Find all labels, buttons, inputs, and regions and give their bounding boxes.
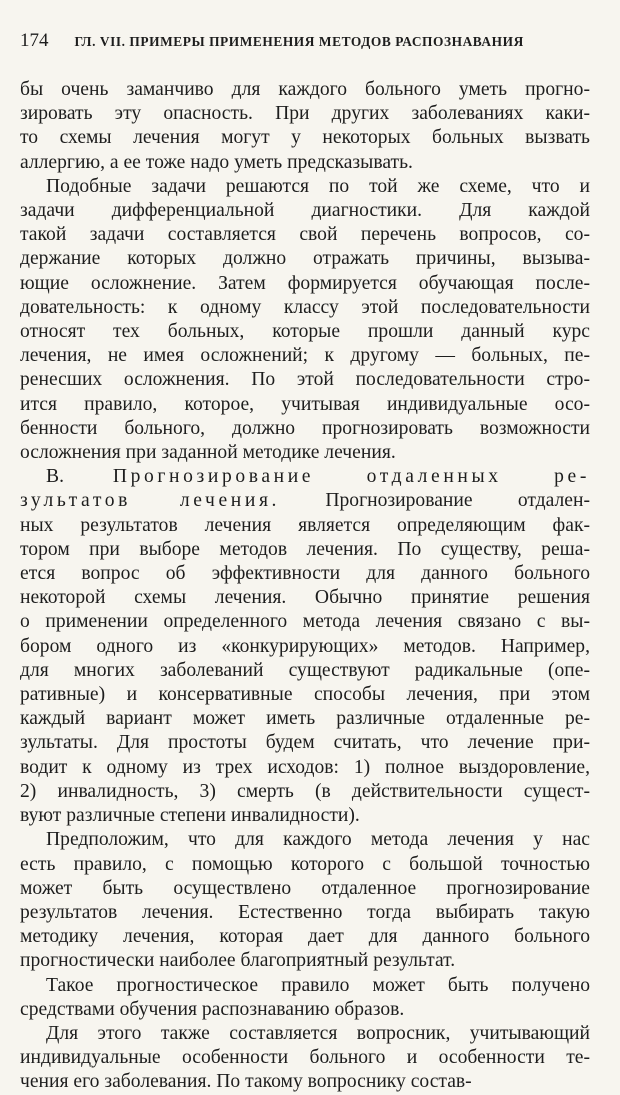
text-line: осложнения при заданной методике лечения. [20,442,396,464]
text-line: ится правило, которое, учитывая индивидуальные осо- [20,393,590,415]
paragraph [20,175,590,465]
text-line: В. Прогнозирование отдаленных ре- [46,466,590,488]
text-line: аллергию, а ее тоже надо уметь предсказывать. [20,151,413,173]
text-line: для многих заболеваний существуют радикальные (опе- [20,659,590,681]
text-line: 2) инвалидность, 3) смерть (в действительности сущест- [20,780,590,802]
text-line: Для этого также составляется вопросник, учитывающий [46,1022,590,1044]
text-line: ративные) и консервативные способы лечения, при этом [20,684,590,706]
text-line: прогностически наиболее благоприятный результат. [20,950,456,972]
text-line: довательность: к одному классу этой последовательности [20,296,590,318]
text-line: зировать эту опасность. При других заболеваниях каки- [20,103,590,125]
page-number: 174 [20,30,49,51]
text-line: тором при выборе методов лечения. По существу, реша- [20,538,590,560]
paragraph [20,78,590,175]
page-header [20,30,590,52]
text-line: ных результатов лечения является определяющим фак- [20,514,590,536]
text-line: Подобные задачи решаются по той же схеме, что и [46,175,590,197]
paragraph [20,974,590,1022]
text-line: бы очень заманчиво для каждого больного уметь прогно- [20,79,590,100]
text-line: чения его заболевания. По такому вопроснику состав- [20,1071,472,1093]
text-line: ющие осложнение. Затем формируется обучающая после- [20,272,590,294]
paragraph [20,828,590,973]
body-text [20,78,590,1095]
text-line: вуют различные степени инвалидности). [20,805,360,827]
text-line: такой задачи составляется свой перечень вопросов, со- [20,224,590,246]
text-line: зультаты. Для простоты будем считать, что лечение при- [20,732,590,754]
text-line: есть правило, с помощью которого с большой точностью [20,853,590,875]
text-line: бором одного из «конкурирующих» методов. Например, [20,635,590,657]
paragraph [20,465,590,828]
text-line: средствами обучения распознаванию образов. [20,998,405,1020]
text-line: водит к одному из трех исходов: 1) полное выздоровление, [20,756,590,778]
text-line: держание которых должно отражать причины, вызыва- [20,248,590,270]
text-line: о применении определенного метода лечения связано с вы- [20,611,590,633]
text-line: Предположим, что для каждого метода лечения у нас [46,829,590,851]
text-line: результатов лечения. Естественно тогда выбирать такую [20,901,590,923]
text-line: лечения, не имея осложнений; к другому — больных, пе- [20,345,590,367]
text-line: то схемы лечения могут у некоторых больных вызвать [20,127,590,149]
text-line: каждый вариант может иметь различные отдаленные ре- [20,708,590,730]
text-line: зультатов лечения. Прогнозирование отдален- [20,490,590,512]
text-line: бенности больного, должно прогнозировать возможности [20,417,590,439]
running-title: ГЛ. VII. ПРИМЕРЫ ПРИМЕНЕНИЯ МЕТОДОВ РАСПОЗНАВАНИЯ [74,34,524,49]
text-line: Такое прогностическое правило может быть получено [46,974,590,996]
text-line: ренесших осложнения. По этой последовательности стро- [20,369,590,391]
paragraph [20,1022,590,1095]
text-line: ется вопрос об эффективности для данного больного [20,563,590,585]
text-line: может быть осуществлено отдаленное прогнозирование [20,877,590,899]
text-line: относят тех больных, которые прошли данный курс [20,321,590,343]
text-line: некоторой схемы лечения. Обычно принятие решения [20,587,590,609]
text-line: методику лечения, которая дает для данного больного [20,926,590,948]
text-line: задачи дифференциальной диагностики. Для каждой [20,200,590,222]
text-line: индивидуальные особенности больного и особенности те- [20,1047,590,1069]
